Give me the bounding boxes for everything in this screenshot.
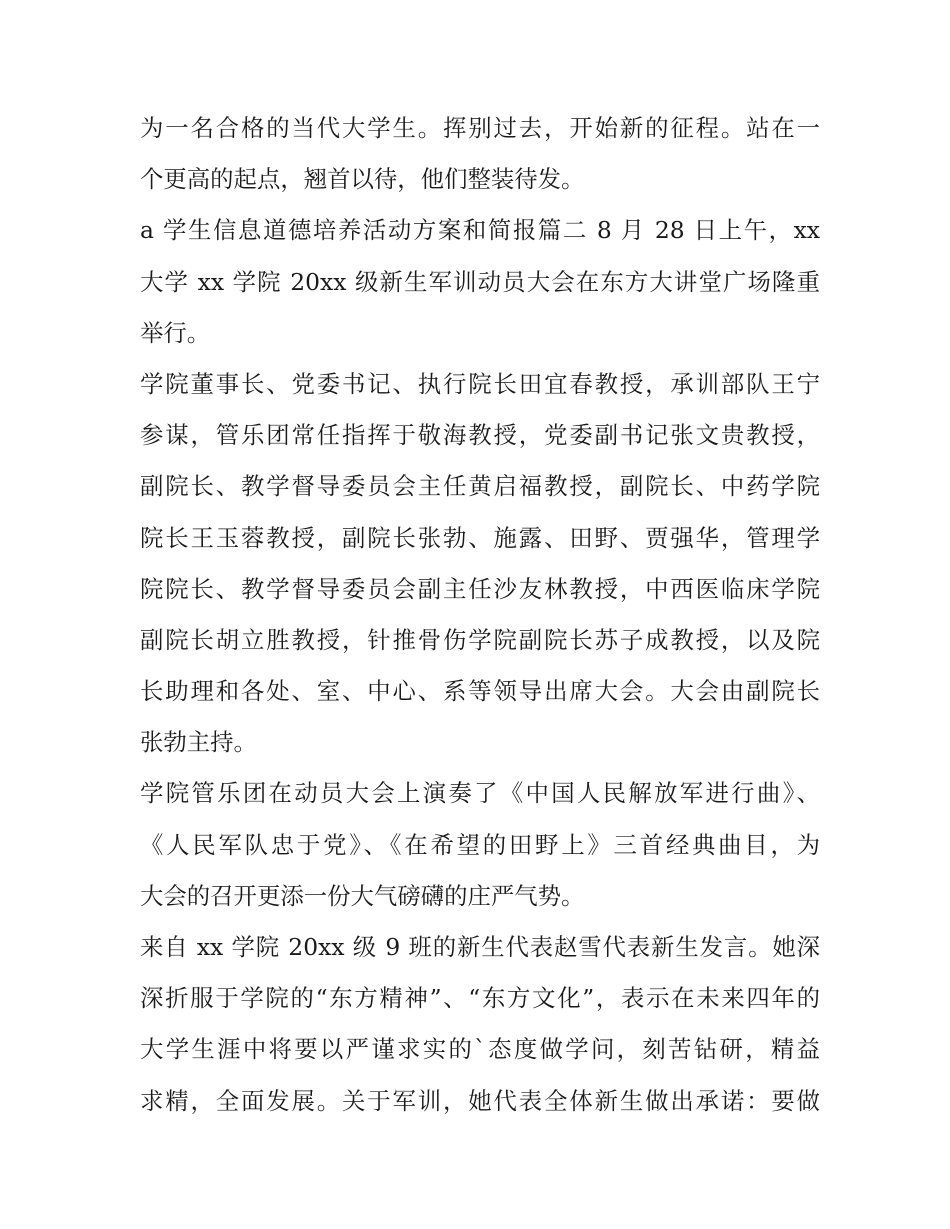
text-line: 长助理和各处、室、中心、系等领导出席大会。大会由副院长	[140, 677, 820, 706]
text-line: 院长王玉蓉教授，副院长张勃、施露、田野、贾强华，管理学	[140, 523, 820, 552]
document-body	[140, 103, 820, 1127]
paragraph	[140, 205, 820, 359]
text-line: 来自 xx 学院 20xx 级 9 班的新生代表赵雪代表新生发言。她深	[140, 933, 820, 961]
text-line: 学院管乐团在动员大会上演奏了《中国人民解放军进行曲》、	[140, 779, 820, 808]
text-line: 张勃主持。	[140, 728, 257, 757]
paragraph	[140, 922, 820, 1127]
text-line: 大会的召开更添一份大气磅礴的庄严气势。	[140, 881, 585, 910]
text-line: a 学生信息道德培养活动方案和简报篇二 8 月 28 日上午，xx	[140, 216, 820, 245]
text-line: 深折服于学院的“东方精神”、“东方文化”，表示在未来四年的	[140, 984, 820, 1013]
text-line: 《人民军队忠于党》、《在希望的田野上》三首经典曲目，为	[140, 830, 820, 859]
text-line: 副院长胡立胜教授，针推骨伤学院副院长苏子成教授，以及院	[140, 625, 820, 654]
text-line: 副院长、教学督导委员会主任黄启福教授，副院长、中药学院	[140, 472, 820, 501]
text-line: 大学生涯中将要以严谨求实的`态度做学问，刻苦钻研，精益	[140, 1035, 820, 1064]
text-line: 参谋，管乐团常任指挥于敬海教授，党委副书记张文贵教授，	[140, 421, 820, 450]
text-line: 为一名合格的当代大学生。挥别过去，开始新的征程。站在一	[140, 114, 820, 142]
paragraph	[140, 103, 820, 205]
paragraph	[140, 359, 820, 769]
text-line: 院院长、教学督导委员会副主任沙友林教授，中西医临床学院	[140, 574, 820, 603]
text-line: 举行。	[140, 318, 211, 347]
paragraph	[140, 768, 820, 922]
text-line: 学院董事长、党委书记、执行院长田宜春教授，承训部队王宁	[140, 369, 820, 398]
text-line: 大学 xx 学院 20xx 级新生军训动员大会在东方大讲堂广场隆重	[140, 267, 820, 296]
text-line: 个更高的起点，翘首以待，他们整装待发。	[140, 165, 585, 194]
text-line: 求精，全面发展。关于军训，她代表全体新生做出承诺：要做	[140, 1086, 820, 1115]
